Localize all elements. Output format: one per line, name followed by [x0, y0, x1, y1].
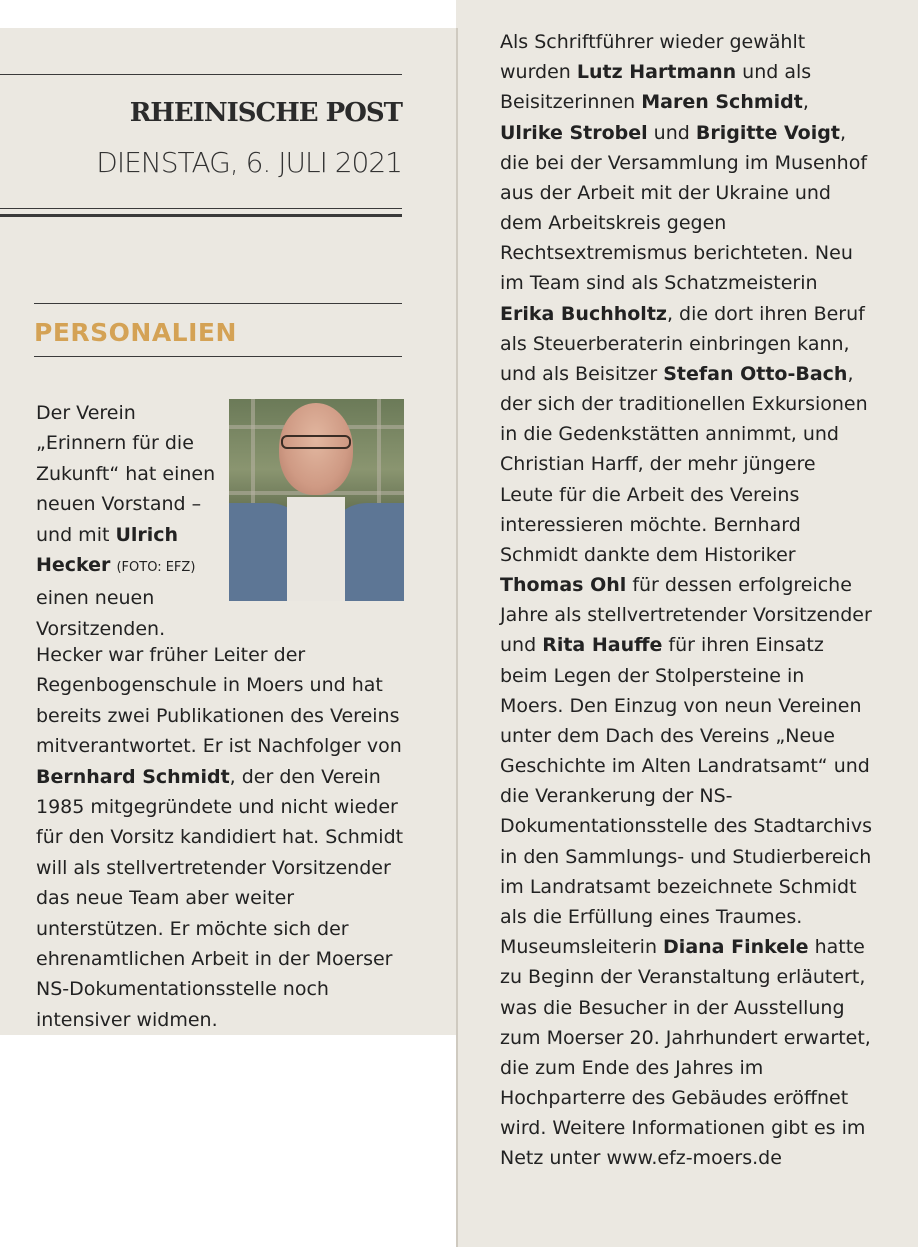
article-left-column	[36, 640, 404, 1035]
person-name: Diana Finkele	[663, 936, 809, 959]
shirt	[287, 497, 345, 601]
portrait-photo	[229, 399, 404, 601]
section-rule-top	[34, 303, 402, 304]
intro-text: Der Verein „Erinnern für die Zukunft“ hat einen neuen Vorstand – und mit	[36, 402, 216, 546]
article-intro	[36, 398, 226, 644]
person-name: Bernhard Schmidt	[36, 765, 230, 788]
issue-date: DIENSTAG, 6. JULI 2021	[96, 146, 402, 179]
header-rule-thick	[0, 214, 402, 217]
section-title: PERSONALIEN	[34, 318, 237, 347]
article-text: , der den Verein 1985 mitgegründete und nicht wieder für den Vorsitz kandidiert hat. Schmidt will als stellvertretender Vorsitzender das neue Team aber weiter unterstützen. Er möchte sich der ehrenamtlichen Arbeit in der Moerser NS-Dokumentationsstelle noch intensiver widmen.	[36, 765, 404, 1031]
person-name: Ulrich Hecker	[36, 523, 179, 577]
person-name: Erika Buchholtz	[500, 302, 667, 325]
person-name: Stefan Otto-Bach	[663, 362, 848, 385]
person-name: Brigitte Voigt	[695, 121, 840, 144]
person-name: Maren Schmidt	[641, 91, 803, 114]
paper-fold	[456, 28, 458, 1247]
person-name: Thomas Ohl	[500, 574, 627, 597]
head	[279, 403, 353, 495]
section-rule-bottom	[34, 356, 402, 357]
glasses	[281, 435, 351, 449]
person-name: Lutz Hartmann	[576, 61, 737, 84]
article-right-column	[500, 27, 872, 1174]
person-name: Ulrike Strobel	[500, 121, 648, 144]
newspaper-name: RHEINISCHE POST	[129, 98, 402, 128]
intro-text-end: einen neuen Vorsitzenden.	[36, 587, 166, 640]
header-rule-thin	[0, 208, 402, 209]
photo-credit: (FOTO: EFZ)	[116, 560, 196, 576]
paragraph: Als Schriftführer wieder gewählt wurden Lutz Hartmann und als Beisitzerinnen Maren Schmidt, Ulrike Strobel und Brigitte Voigt, die bei der Versammlung im Musenhof aus der Arbeit mit der Ukraine und dem Arbeitskreis gegen Rechtsextremismus berichteten. Neu im Team sind als Schatzmeisterin Erika Buchholtz, die dort ihren Beruf als Steuerberaterin einbringen kann, und als Beisitzer Stefan Otto-Bach, der sich der traditionellen Exkursionen in die Gedenkstätten annimmt, und Christian Harff, der mehr jüngere Leute für die Arbeit des Vereins interessieren möchte. Bernhard Schmidt dankte dem Historiker Thomas Ohl für dessen erfolgreiche Jahre als stellvertretender Vorsitzender und Rita Hauffe für ihren Einsatz beim Legen der Stolpersteine in Moers. Den Einzug von neun Vereinen unter dem Dach des Vereins „Neue Geschichte im Alten Landratsamt“ und die Verankerung der NS-Dokumentationsstelle des Stadtarchivs in den Sammlungs- und Studierbereich im Landratsamt bezeichnete Schmidt als die Erfüllung eines Traumes.	[500, 31, 872, 928]
article-text: Hecker war früher Leiter der Regenbogenschule in Moers und hat bereits zwei Publikationen des Vereins mitverantwortet. Er ist Nachfolger von	[36, 644, 402, 758]
person-name: Rita Hauffe	[542, 634, 663, 657]
paragraph: Museumsleiterin Diana Finkele hatte zu Beginn der Veranstaltung erläutert, was die Besucher in der Ausstellung zum Moerser 20. Jahrhundert erwartet, die zum Ende des Jahres im Hochparterre des Gebäudes eröffnet wird. Weitere Informationen gibt es im Netz unter www.efz-moers.de	[500, 936, 871, 1170]
header-rule-top	[0, 74, 402, 75]
